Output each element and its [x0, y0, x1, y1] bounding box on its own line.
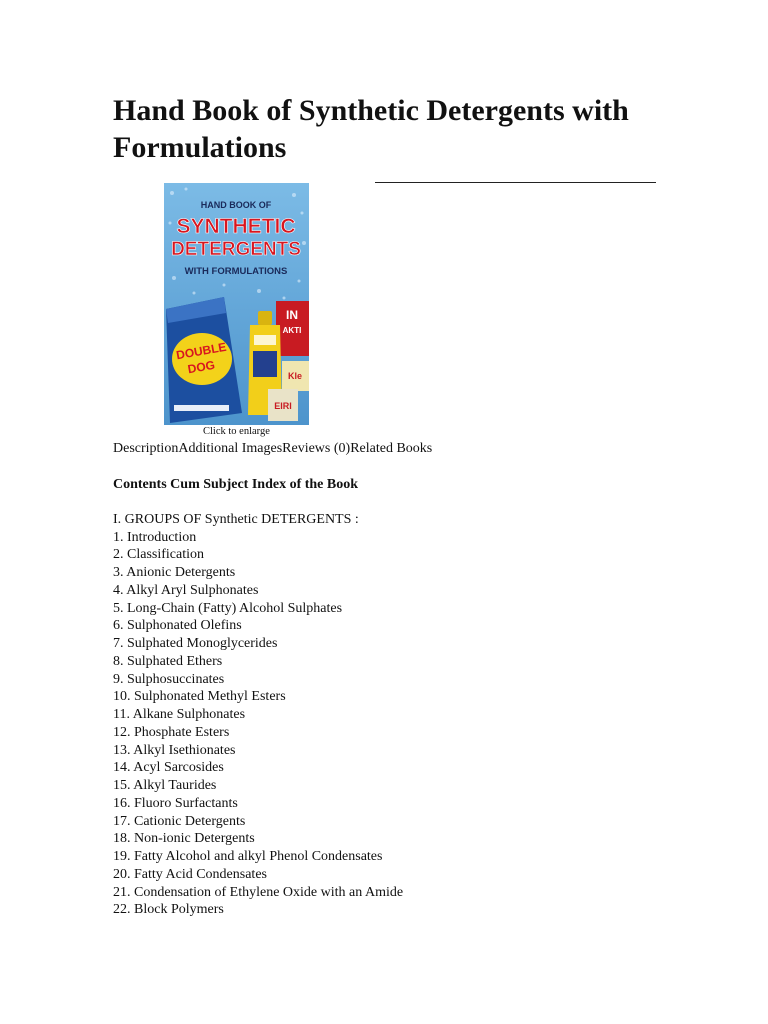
svg-text:EIRI: EIRI [274, 401, 292, 411]
toc-item: 1. Introduction [113, 529, 197, 545]
toc-item: 18. Non-ionic Detergents [113, 831, 255, 847]
toc-item: 8. Sulphated Ethers [113, 653, 223, 669]
tab-additional-images[interactable]: Additional Images [178, 441, 283, 456]
toc-item: 5. Long-Chain (Fatty) Alcohol Sulphates [113, 600, 343, 616]
toc-list [113, 529, 403, 920]
page-title: Hand Book of Synthetic Detergents with Formulations [113, 94, 629, 164]
toc-item: 10. Sulphonated Methyl Esters [113, 689, 286, 705]
toc-item: 13. Alkyl Isethionates [113, 742, 236, 758]
toc-item: 9. Sulphosuccinates [113, 671, 225, 687]
toc-item: 19. Fatty Alcohol and alkyl Phenol Condensates [113, 849, 383, 864]
svg-text:DOG: DOG [186, 357, 216, 377]
tab-reviews[interactable]: Reviews (0) [282, 441, 351, 456]
tab-description[interactable]: Description [113, 441, 179, 456]
svg-text:DOUBLE: DOUBLE [175, 339, 228, 363]
book-cover-image[interactable] [164, 183, 309, 425]
cover-subtitle: WITH FORMULATIONS [184, 266, 288, 277]
toc-item: 6. Sulphonated Olefins [113, 618, 242, 634]
toc-item: 4. Alkyl Aryl Sulphonates [113, 582, 259, 598]
toc-item: 16. Fluoro Surfactants [113, 795, 238, 811]
svg-text:Kle: Kle [287, 371, 303, 381]
toc-item: 11. Alkane Sulphonates [113, 707, 246, 722]
toc-item: 22. Block Polymers [113, 902, 224, 918]
toc-item: 15. Alkyl Taurides [113, 778, 217, 793]
toc-item: 17. Cationic Detergents [113, 813, 246, 829]
cover-title-line2: DETERGENTS [171, 239, 301, 260]
group-heading: I. GROUPS OF Synthetic DETERGENTS : [113, 512, 359, 527]
title-divider [375, 182, 656, 183]
cover-title-line1: SYNTHETIC [176, 215, 296, 238]
toc-item: 12. Phosphate Esters [113, 724, 230, 740]
cover-top-label: HAND BOOK OF [200, 200, 272, 210]
svg-text:AKTI: AKTI [282, 326, 302, 335]
toc-item: 21. Condensation of Ethylene Oxide with an Amide [113, 884, 404, 900]
detergent-box-illustration [276, 301, 309, 356]
toc-item: 3. Anionic Detergents [113, 565, 236, 580]
contents-heading: Contents Cum Subject Index of the Book [113, 477, 359, 492]
product-tabs [113, 440, 432, 457]
toc-item: 20. Fatty Acid Condensates [113, 866, 267, 882]
click-to-enlarge-link[interactable]: Click to enlarge [203, 426, 270, 437]
svg-text:IN: IN [286, 308, 298, 322]
toc-item: 2. Classification [113, 547, 204, 563]
toc-item: 7. Sulphated Monoglycerides [113, 636, 278, 651]
tab-related-books[interactable]: Related Books [350, 441, 433, 456]
toc-item: 14. Acyl Sarcosides [113, 760, 224, 776]
